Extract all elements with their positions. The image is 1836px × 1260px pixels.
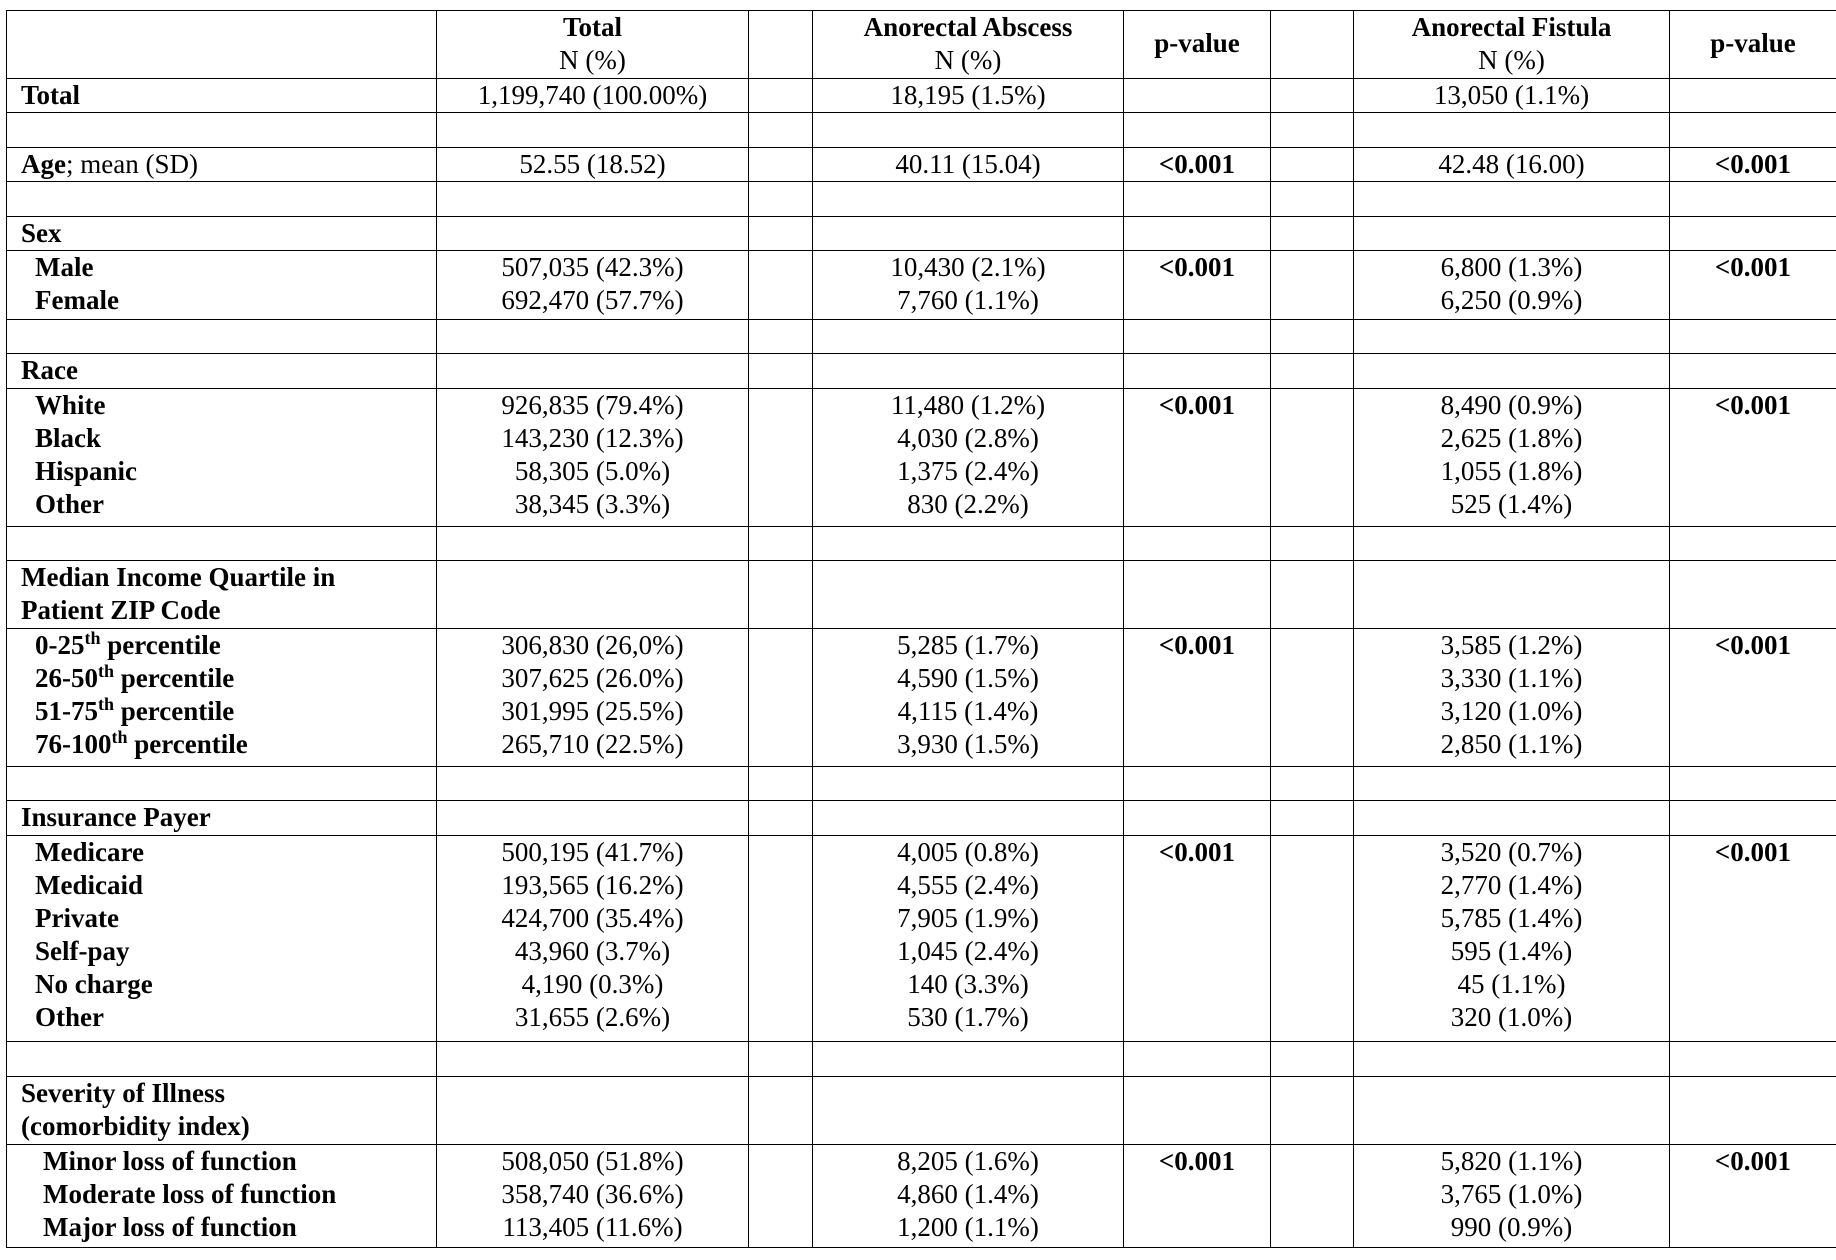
insurance-abscess-value: 7,905 (1.9%) bbox=[897, 902, 1039, 933]
severity-title-row bbox=[7, 1076, 1836, 1144]
severity-totals bbox=[437, 1144, 749, 1247]
age-row bbox=[7, 147, 1836, 181]
race-abscess-value: 4,030 (2.8%) bbox=[897, 422, 1039, 453]
total-row-total: 1,199,740 (100.00%) bbox=[437, 78, 749, 112]
header-pvalue-fistula: p-value bbox=[1670, 11, 1836, 79]
age-row-p-fistula: <0.001 bbox=[1670, 147, 1836, 181]
insurance-p-abscess: <0.001 bbox=[1124, 835, 1271, 1042]
header-fistula bbox=[1354, 11, 1670, 79]
spacer-row bbox=[7, 113, 1836, 147]
income-total: 301,995 (25.5%) bbox=[501, 695, 684, 726]
header-total bbox=[437, 11, 749, 79]
income-label bbox=[35, 662, 436, 695]
insurance-label: Private bbox=[35, 902, 119, 933]
section-title-race: Race bbox=[7, 354, 437, 388]
section-title-sex: Sex bbox=[7, 216, 437, 250]
header-fistula-label: Anorectal Fistula bbox=[1411, 12, 1612, 42]
spacer-row bbox=[7, 319, 1836, 353]
insurance-total: 31,655 (2.6%) bbox=[514, 1001, 671, 1032]
age-row-total: 52.55 (18.52) bbox=[437, 147, 749, 181]
header-gap-2 bbox=[1271, 11, 1354, 79]
spacer-row bbox=[7, 1042, 1836, 1076]
income-fistula bbox=[1354, 628, 1670, 766]
race-p-fistula: <0.001 bbox=[1670, 388, 1836, 526]
total-row-label: Total bbox=[7, 78, 437, 112]
race-label: Black bbox=[35, 422, 102, 453]
header-blank bbox=[7, 11, 437, 79]
race-fistula-value: 1,055 (1.8%) bbox=[1440, 455, 1583, 486]
race-totals bbox=[437, 388, 749, 526]
insurance-label: Other bbox=[35, 1001, 104, 1032]
race-label: White bbox=[35, 389, 106, 420]
header-fistula-sub: N (%) bbox=[1478, 45, 1545, 75]
insurance-fistula bbox=[1354, 835, 1670, 1042]
sex-group bbox=[7, 251, 1836, 320]
race-label: Other bbox=[35, 488, 104, 519]
income-total: 307,625 (26.0%) bbox=[501, 662, 684, 693]
insurance-fistula-value: 2,770 (1.4%) bbox=[1440, 869, 1583, 900]
sex-abscess bbox=[813, 251, 1124, 320]
race-total: 58,305 (5.0%) bbox=[514, 455, 671, 486]
income-title-line2: Patient ZIP Code bbox=[21, 595, 221, 626]
insurance-label: No charge bbox=[35, 968, 153, 999]
insurance-labels bbox=[7, 835, 437, 1042]
income-abscess-value: 4,590 (1.5%) bbox=[897, 662, 1039, 693]
severity-abscess-value: 1,200 (1.1%) bbox=[897, 1211, 1039, 1242]
income-fistula-value: 3,120 (1.0%) bbox=[1440, 695, 1583, 726]
insurance-abscess-value: 4,005 (0.8%) bbox=[897, 836, 1039, 867]
income-label-sup: th bbox=[98, 660, 115, 681]
race-group bbox=[7, 388, 1836, 526]
income-label-sup: th bbox=[98, 693, 115, 714]
income-label-range: 51-75 bbox=[35, 695, 98, 726]
insurance-p-fistula: <0.001 bbox=[1670, 835, 1836, 1042]
race-labels bbox=[7, 388, 437, 526]
income-p-abscess: <0.001 bbox=[1124, 628, 1271, 766]
income-fistula-value: 3,330 (1.1%) bbox=[1440, 662, 1583, 693]
sex-title-row bbox=[7, 216, 1836, 250]
income-label-suffix: percentile bbox=[114, 662, 235, 693]
race-abscess-value: 830 (2.2%) bbox=[907, 488, 1029, 519]
sex-totals bbox=[437, 251, 749, 320]
insurance-label: Medicare bbox=[35, 836, 144, 867]
income-label bbox=[35, 629, 436, 662]
sex-p-abscess: <0.001 bbox=[1124, 251, 1271, 320]
section-title-insurance: Insurance Payer bbox=[7, 801, 437, 835]
total-row bbox=[7, 78, 1836, 112]
severity-fistula bbox=[1354, 1144, 1670, 1247]
income-label-range: 76-100 bbox=[35, 728, 112, 759]
income-group bbox=[7, 628, 1836, 766]
severity-title-line1: Severity of Illness bbox=[21, 1077, 225, 1108]
sex-label: Male bbox=[35, 252, 94, 283]
income-label-range: 0-25 bbox=[35, 629, 85, 660]
age-row-fistula: 42.48 (16.00) bbox=[1354, 147, 1670, 181]
income-abscess bbox=[813, 628, 1124, 766]
race-label: Hispanic bbox=[35, 455, 138, 486]
severity-label: Moderate loss of function bbox=[43, 1178, 337, 1209]
income-abscess-value: 5,285 (1.7%) bbox=[897, 629, 1039, 660]
race-total: 926,835 (79.4%) bbox=[501, 389, 684, 420]
insurance-fistula-value: 320 (1.0%) bbox=[1450, 1001, 1573, 1032]
income-p-fistula: <0.001 bbox=[1670, 628, 1836, 766]
spacer-row bbox=[7, 182, 1836, 216]
income-title-row bbox=[7, 561, 1836, 629]
header-row bbox=[7, 11, 1836, 79]
severity-p-fistula: <0.001 bbox=[1670, 1144, 1836, 1247]
severity-total: 113,405 (11.6%) bbox=[502, 1211, 683, 1242]
income-label-suffix: percentile bbox=[127, 728, 248, 759]
sex-fistula-value: 6,250 (0.9%) bbox=[1440, 285, 1583, 316]
income-fistula-value: 3,585 (1.2%) bbox=[1440, 629, 1583, 660]
income-label-suffix: percentile bbox=[114, 695, 235, 726]
header-pvalue-abscess: p-value bbox=[1124, 11, 1271, 79]
insurance-abscess-value: 1,045 (2.4%) bbox=[897, 935, 1039, 966]
severity-abscess bbox=[813, 1144, 1124, 1247]
income-label bbox=[35, 728, 436, 761]
severity-fistula-value: 3,765 (1.0%) bbox=[1440, 1178, 1583, 1209]
race-title-row bbox=[7, 354, 1836, 388]
income-total: 306,830 (26,0%) bbox=[501, 629, 684, 660]
severity-labels bbox=[7, 1144, 437, 1247]
insurance-totals bbox=[437, 835, 749, 1042]
severity-group bbox=[7, 1144, 1836, 1247]
race-fistula-value: 8,490 (0.9%) bbox=[1440, 389, 1583, 420]
insurance-group bbox=[7, 835, 1836, 1042]
header-gap-1 bbox=[749, 11, 813, 79]
header-abscess bbox=[813, 11, 1124, 79]
race-fistula bbox=[1354, 388, 1670, 526]
severity-abscess-value: 8,205 (1.6%) bbox=[897, 1145, 1039, 1176]
severity-label: Minor loss of function bbox=[43, 1145, 297, 1176]
income-totals bbox=[437, 628, 749, 766]
race-fistula-value: 2,625 (1.8%) bbox=[1440, 422, 1583, 453]
sex-total: 507,035 (42.3%) bbox=[501, 252, 684, 283]
section-title-severity bbox=[7, 1076, 437, 1144]
spacer-row bbox=[7, 526, 1836, 560]
income-label-sup: th bbox=[111, 726, 128, 747]
insurance-label: Self-pay bbox=[35, 935, 130, 966]
sex-labels bbox=[7, 251, 437, 320]
section-title-income bbox=[7, 561, 437, 629]
severity-total: 508,050 (51.8%) bbox=[501, 1145, 684, 1176]
income-abscess-value: 3,930 (1.5%) bbox=[897, 728, 1039, 759]
sex-p-fistula: <0.001 bbox=[1670, 251, 1836, 320]
insurance-total: 4,190 (0.3%) bbox=[521, 968, 664, 999]
sex-fistula bbox=[1354, 251, 1670, 320]
insurance-fistula-value: 3,520 (0.7%) bbox=[1440, 836, 1583, 867]
sex-fistula-value: 6,800 (1.3%) bbox=[1440, 252, 1583, 283]
insurance-total: 424,700 (35.4%) bbox=[501, 902, 684, 933]
insurance-total: 500,195 (41.7%) bbox=[501, 836, 684, 867]
income-total: 265,710 (22.5%) bbox=[501, 728, 684, 759]
income-label-sup: th bbox=[84, 627, 101, 648]
severity-fistula-value: 5,820 (1.1%) bbox=[1440, 1145, 1583, 1176]
income-label-range: 26-50 bbox=[35, 662, 98, 693]
sex-abscess-value: 10,430 (2.1%) bbox=[890, 252, 1046, 283]
severity-label: Major loss of function bbox=[43, 1211, 297, 1242]
income-label-suffix: percentile bbox=[100, 629, 221, 660]
total-row-abscess: 18,195 (1.5%) bbox=[813, 78, 1124, 112]
sex-total: 692,470 (57.7%) bbox=[501, 285, 684, 316]
income-labels bbox=[7, 628, 437, 766]
sex-label: Female bbox=[35, 285, 119, 316]
race-abscess-value: 11,480 (1.2%) bbox=[890, 389, 1046, 420]
income-label bbox=[35, 695, 436, 728]
race-total: 38,345 (3.3%) bbox=[514, 488, 671, 519]
insurance-total: 193,565 (16.2%) bbox=[501, 869, 684, 900]
race-fistula-value: 525 (1.4%) bbox=[1450, 488, 1573, 519]
severity-p-abscess: <0.001 bbox=[1124, 1144, 1271, 1247]
severity-total: 358,740 (36.6%) bbox=[501, 1178, 684, 1209]
header-abscess-label: Anorectal Abscess bbox=[863, 12, 1073, 42]
age-row-label bbox=[7, 147, 437, 181]
spacer-row bbox=[7, 766, 1836, 800]
insurance-abscess-value: 530 (1.7%) bbox=[907, 1001, 1029, 1032]
insurance-fistula-value: 595 (1.4%) bbox=[1450, 935, 1573, 966]
total-row-fistula: 13,050 (1.1%) bbox=[1354, 78, 1670, 112]
race-total: 143,230 (12.3%) bbox=[501, 422, 684, 453]
sex-abscess-value: 7,760 (1.1%) bbox=[897, 285, 1039, 316]
header-total-sub: N (%) bbox=[559, 45, 626, 75]
income-fistula-value: 2,850 (1.1%) bbox=[1440, 728, 1583, 759]
severity-title-line2: (comorbidity index) bbox=[21, 1110, 250, 1141]
demographics-table bbox=[6, 10, 1836, 1248]
header-abscess-sub: N (%) bbox=[934, 45, 1002, 75]
age-label-bold: Age bbox=[21, 148, 66, 179]
severity-abscess-value: 4,860 (1.4%) bbox=[897, 1178, 1039, 1209]
severity-fistula-value: 990 (0.9%) bbox=[1450, 1211, 1573, 1242]
insurance-abscess-value: 4,555 (2.4%) bbox=[897, 869, 1039, 900]
insurance-abscess bbox=[813, 835, 1124, 1042]
insurance-label: Medicaid bbox=[35, 869, 143, 900]
age-row-abscess: 40.11 (15.04) bbox=[813, 147, 1124, 181]
insurance-total: 43,960 (3.7%) bbox=[514, 935, 671, 966]
header-total-label: Total bbox=[562, 12, 623, 42]
insurance-title-row bbox=[7, 801, 1836, 835]
insurance-fistula-value: 5,785 (1.4%) bbox=[1440, 902, 1583, 933]
age-row-p-abscess: <0.001 bbox=[1124, 147, 1271, 181]
age-label-rest: ; mean (SD) bbox=[65, 148, 198, 179]
race-abscess bbox=[813, 388, 1124, 526]
insurance-abscess-value: 140 (3.3%) bbox=[907, 968, 1029, 999]
insurance-fistula-value: 45 (1.1%) bbox=[1457, 968, 1566, 999]
race-abscess-value: 1,375 (2.4%) bbox=[897, 455, 1039, 486]
race-p-abscess: <0.001 bbox=[1124, 388, 1271, 526]
income-abscess-value: 4,115 (1.4%) bbox=[897, 695, 1039, 726]
income-title-line1: Median Income Quartile in bbox=[21, 562, 336, 593]
